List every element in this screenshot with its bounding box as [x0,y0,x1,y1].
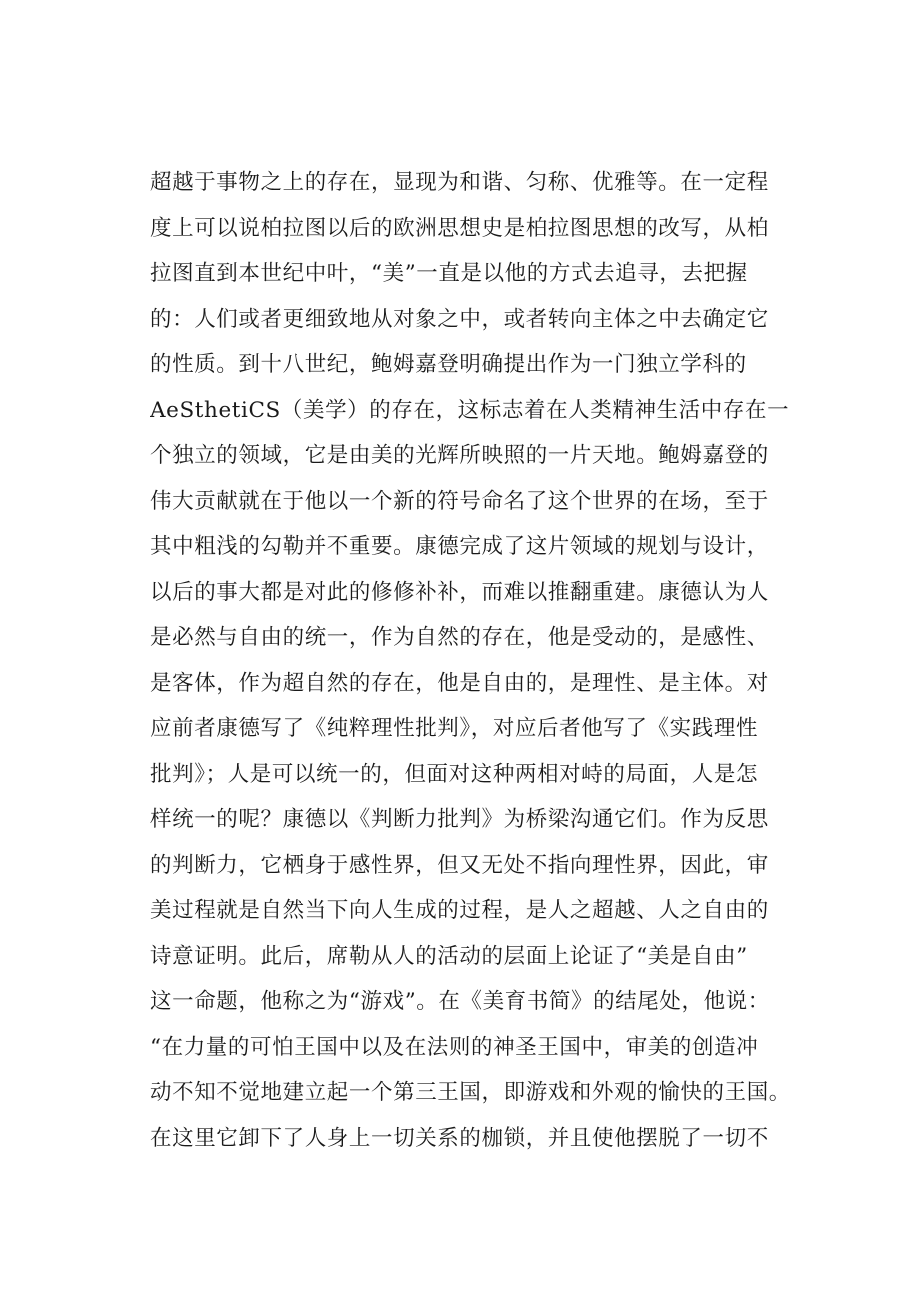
text-line: 拉图直到本世纪中叶，“美”一直是以他的方式去追寻，去把握 [150,261,748,286]
text-line: 是客体，作为超自然的存在，他是自由的，是理性、是主体。对 [150,670,769,696]
text-line: 超越于事物之上的存在，显现为和谐、匀称、优雅等。在一定程 [150,170,769,195]
body-text [150,160,810,1161]
text-line: 的性质。到十八世纪，鲍姆嘉登明确提出作为一门独立学科的 [150,352,747,377]
text-line: 样统一的呢？康德以《判断力批判》为桥梁沟通它们。作为反思 [150,807,769,832]
text-line: 其中粗浅的勾勒并不重要。康德完成了这片领域的规划与设计， [150,534,769,559]
text-line: 批判》；人是可以统一的，但面对这种两相对峙的局面，人是怎 [150,761,759,787]
text-line: “在力量的可怕王国中以及在法则的神圣王国中，审美的创造冲 [150,1034,759,1060]
text-line: 伟大贡献就在于他以一个新的符号命名了这个世界的在场，至于 [150,488,769,514]
text-line: 动不知不觉地建立起一个第三王国，即游戏和外观的愉快的王国。 [150,1080,791,1105]
text-line: 的判断力，它栖身于感性界，但又无处不指向理性界，因此，审 [150,852,769,878]
text-line: 个独立的领域，它是由美的光辉所映照的一片天地。鲍姆嘉登的 [150,443,769,468]
text-line: 是必然与自由的统一，作为自然的存在，他是受动的，是感性、 [150,625,769,650]
text-line: 以后的事大都是对此的修修补补，而难以推翻重建。康德认为人 [150,579,769,605]
text-line: 在这里它卸下了人身上一切关系的枷锁，并且使他摆脱了一切不 [150,1125,769,1151]
text-line: 这一命题，他称之为“游戏”。在《美育书简》的结尾处，他说： [150,989,770,1014]
text-line: 诗意证明。此后，席勒从人的活动的层面上论证了“美是自由” [150,943,748,969]
text-line: 美过程就是自然当下向人生成的过程，是人之超越、人之自由的 [150,898,769,923]
text-line: 度上可以说柏拉图以后的欧洲思想史是柏拉图思想的改写，从柏 [150,215,769,241]
text-line: AeSthetiCS（美学）的存在，这标志着在人类精神生活中存在一 [150,397,790,423]
text-line: 应前者康德写了《纯粹理性批判》，对应后者他写了《实践理性 [150,716,759,741]
text-line: 的：人们或者更细致地从对象之中，或者转向主体之中去确定它 [150,306,769,332]
